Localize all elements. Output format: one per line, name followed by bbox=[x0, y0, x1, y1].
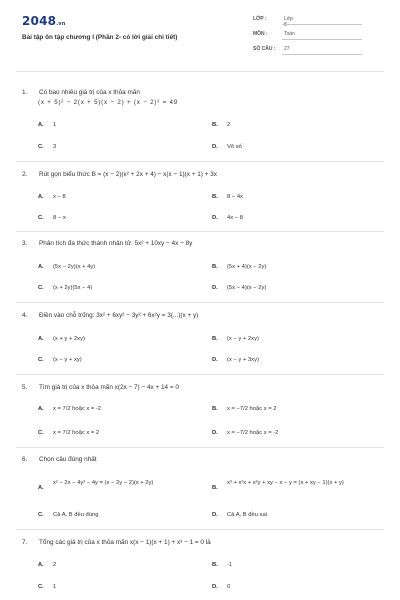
option-text: (x + 2y)(5x − 4) bbox=[53, 285, 93, 291]
question-text: Tìm giá trị của x thỏa mãn x(2x − 7) − 4x + 14 = 0 bbox=[39, 384, 179, 391]
option-letter: A. bbox=[38, 194, 44, 200]
question-divider bbox=[16, 374, 384, 375]
option-letter: B. bbox=[212, 485, 218, 491]
question-text: Điền vào chỗ trống: 3x² + 6xy² − 3y² + 6x²y = 3(...)(x + y) bbox=[39, 312, 199, 319]
option-text: 0 bbox=[227, 584, 231, 590]
meta-underline bbox=[282, 54, 362, 55]
option-letter: C. bbox=[38, 512, 44, 518]
question-divider bbox=[16, 161, 384, 162]
option-text: x = −7/2 hoặc x = -2 bbox=[227, 430, 279, 436]
header-divider bbox=[16, 71, 384, 72]
option-letter: B. bbox=[212, 562, 218, 568]
site-logo[interactable] bbox=[22, 14, 66, 28]
option-letter: B. bbox=[212, 264, 218, 270]
logo-suffix: .vn bbox=[56, 21, 66, 27]
option-letter: D. bbox=[212, 215, 218, 221]
option-text: (x − y + 2xy) bbox=[227, 336, 259, 342]
option-text: x = 7/2 hoặc x = 2 bbox=[53, 430, 100, 436]
question-text: Rút gọn biểu thức B = (x − 2)(x² + 2x + 4) − x(x − 1)(x + 1) + 3x bbox=[39, 171, 217, 178]
option-letter: B. bbox=[212, 406, 218, 412]
option-text: -1 bbox=[227, 562, 233, 568]
question-number: 4. bbox=[22, 312, 28, 319]
option-text: x − 8 bbox=[53, 194, 66, 200]
option-text: 1 bbox=[53, 584, 57, 590]
option-text: (5x − 2y)(x + 4y) bbox=[53, 264, 96, 270]
question-text: Có bao nhiêu giá trị của x thỏa mãn bbox=[39, 89, 140, 96]
question-divider bbox=[16, 231, 384, 232]
question-number: 1. bbox=[22, 89, 28, 96]
option-text: 8 − 4x bbox=[227, 194, 243, 200]
option-letter: A. bbox=[38, 336, 44, 342]
option-text: (5x − 4)(x − 2y) bbox=[227, 285, 267, 291]
option-letter: A. bbox=[38, 122, 44, 128]
option-letter: C. bbox=[38, 584, 44, 590]
option-text: 2 bbox=[53, 562, 57, 568]
option-text: (x − y + xy) bbox=[53, 357, 82, 363]
option-text: 8 − x bbox=[53, 215, 66, 221]
meta-label: SỐ CÂU : bbox=[253, 46, 276, 52]
option-letter: A. bbox=[38, 562, 44, 568]
option-text: x³ + x²x + x²y + xy − x − y = (x + xy − 1)(x + y) bbox=[227, 480, 344, 486]
question-text: Chọn câu đúng nhất bbox=[39, 456, 97, 463]
option-text: (5x + 4)(x − 2y) bbox=[227, 264, 267, 270]
option-letter: A. bbox=[38, 264, 44, 270]
option-text: x² − 2x − 4y² − 4y = (x − 2y − 2)(x + 2y) bbox=[53, 480, 154, 486]
meta-value: Toán bbox=[284, 31, 295, 37]
option-letter: D. bbox=[212, 512, 218, 518]
option-letter: A. bbox=[38, 485, 44, 491]
option-text: x = 7/2 hoặc x = -2 bbox=[53, 406, 102, 412]
option-letter: C. bbox=[38, 357, 44, 363]
question-divider bbox=[16, 302, 384, 303]
option-letter: C. bbox=[38, 285, 44, 291]
option-text: 4x − 8 bbox=[227, 215, 243, 221]
page-header bbox=[0, 0, 400, 70]
option-letter: B. bbox=[212, 122, 218, 128]
option-letter: C. bbox=[38, 430, 44, 436]
option-letter: C. bbox=[38, 215, 44, 221]
meta-underline bbox=[282, 39, 362, 40]
question-number: 6. bbox=[22, 456, 28, 463]
option-letter: B. bbox=[212, 194, 218, 200]
option-letter: D. bbox=[212, 285, 218, 291]
question-divider bbox=[16, 529, 384, 530]
option-text: Cả A, B đều đúng bbox=[53, 512, 99, 518]
option-letter: D. bbox=[212, 430, 218, 436]
option-letter: C. bbox=[38, 144, 44, 150]
meta-value: 27 bbox=[284, 46, 290, 52]
question-number: 2. bbox=[22, 171, 28, 178]
option-text: x = −7/2 hoặc x = 2 bbox=[227, 406, 277, 412]
meta-label: LỚP : bbox=[253, 16, 267, 22]
option-text: 3 bbox=[53, 144, 57, 150]
question-number: 3. bbox=[22, 240, 28, 247]
question-number: 5. bbox=[22, 384, 28, 391]
option-text: Vô số bbox=[227, 144, 242, 150]
question-text: Tổng các giá trị của x thỏa mãn x(x − 1)(x + 1) + x³ − 1 = 0 là bbox=[39, 539, 211, 546]
option-letter: D. bbox=[212, 357, 218, 363]
logo-text: 2048 bbox=[22, 14, 57, 28]
question-text: Phân tích đa thức thành nhân tử: 5x² + 10xy − 4x − 8y bbox=[39, 240, 193, 247]
question-number: 7. bbox=[22, 539, 28, 546]
meta-underline bbox=[282, 24, 362, 25]
meta-value: Lớp 8 bbox=[284, 16, 293, 28]
option-letter: D. bbox=[212, 144, 218, 150]
option-letter: D. bbox=[212, 584, 218, 590]
option-text: Cả A, B đều sai bbox=[227, 512, 267, 518]
question-formula: (x + 5)² − 2(x + 5)(x − 2) + (x − 2)² = 49 bbox=[38, 99, 179, 106]
question-divider bbox=[16, 447, 384, 448]
meta-label: MÔN : bbox=[253, 31, 268, 37]
option-letter: B. bbox=[212, 336, 218, 342]
option-text: (x + y + 2xy) bbox=[53, 336, 85, 342]
option-text: 2 bbox=[227, 122, 231, 128]
document-title: Bài tập ôn tập chương I (Phần 2- có lời giải chi tiết) bbox=[22, 34, 178, 41]
option-letter: A. bbox=[38, 406, 44, 412]
option-text: 1 bbox=[53, 122, 57, 128]
option-text: (x − y + 3xy) bbox=[227, 357, 259, 363]
